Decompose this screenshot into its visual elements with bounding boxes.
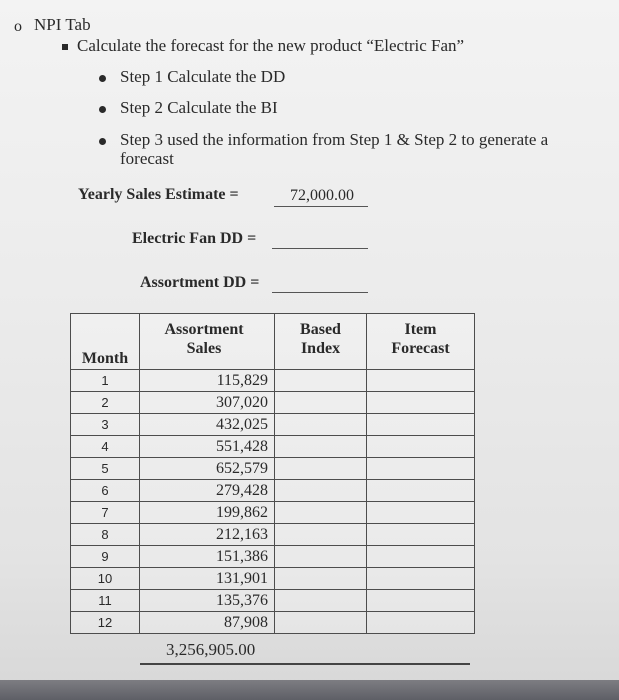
based-index-cell[interactable] [275,568,367,590]
sales-cell: 652,579 [140,458,275,480]
assortment-dd-blank [272,292,368,293]
electric-fan-dd-label: Electric Fan DD = [132,230,257,247]
table-row [71,392,475,414]
month-cell: 8 [71,524,140,546]
sales-cell: 212,163 [140,524,275,546]
item-forecast-cell[interactable] [367,370,475,392]
based-index-cell[interactable] [275,612,367,634]
item-forecast-cell[interactable] [367,458,475,480]
step-3-text-continued: forecast [120,149,174,168]
item-forecast-cell[interactable] [367,480,475,502]
item-forecast-cell[interactable] [367,414,475,436]
electric-fan-dd-blank [272,248,368,249]
table-row [71,524,475,546]
based-index-cell[interactable] [275,414,367,436]
month-cell: 7 [71,502,140,524]
bullet-dot-icon [99,106,106,113]
month-cell: 6 [71,480,140,502]
header-based-index [275,314,367,370]
forecast-table [70,313,475,634]
based-index-cell[interactable] [275,480,367,502]
based-index-cell[interactable] [275,502,367,524]
step-2-text: Step 2 Calculate the BI [120,98,278,117]
item-forecast-cell[interactable] [367,436,475,458]
sales-cell: 151,386 [140,546,275,568]
yearly-sales-label: Yearly Sales Estimate = [78,186,239,203]
assortment-dd-label: Assortment DD = [140,274,260,291]
sales-cell: 131,901 [140,568,275,590]
table-row [71,502,475,524]
header-forecast-line2: Forecast [391,340,450,357]
outline-marker-o: o [14,18,22,35]
sales-cell: 87,908 [140,612,275,634]
table-row [71,546,475,568]
sales-cell: 551,428 [140,436,275,458]
sales-cell: 115,829 [140,370,275,392]
header-month-text: Month [81,350,129,367]
bullet-dot-icon [99,138,106,145]
header-forecast-line1: Item [404,321,437,338]
total-underline [140,663,470,665]
yearly-sales-underline [274,206,368,207]
based-index-cell[interactable] [275,392,367,414]
sales-cell: 199,862 [140,502,275,524]
sales-cell: 279,428 [140,480,275,502]
square-bullet-icon [62,44,68,50]
item-forecast-cell[interactable] [367,612,475,634]
based-index-cell[interactable] [275,436,367,458]
table-row [71,612,475,634]
header-index-line1: Based [300,321,341,338]
section-title-npi-tab: NPI Tab [34,15,91,34]
month-cell: 5 [71,458,140,480]
step-3-text: Step 3 used the information from Step 1 & Step 2 to generate a [120,130,549,149]
sales-cell: 307,020 [140,392,275,414]
based-index-cell[interactable] [275,458,367,480]
step-1-text: Step 1 Calculate the DD [120,67,286,86]
table-row [71,414,475,436]
sales-total: 3,256,905.00 [166,640,256,659]
item-forecast-cell[interactable] [367,546,475,568]
based-index-cell[interactable] [275,590,367,612]
month-cell: 1 [71,370,140,392]
month-cell: 2 [71,392,140,414]
table-row [71,370,475,392]
based-index-cell[interactable] [275,546,367,568]
month-cell: 9 [71,546,140,568]
header-item-forecast [367,314,475,370]
bottom-dark-strip [0,680,619,700]
task-description: Calculate the forecast for the new product “Electric Fan” [77,36,465,55]
header-month [71,314,140,370]
sales-cell: 135,376 [140,590,275,612]
table-row [71,590,475,612]
header-sales-line2: Sales [186,340,222,357]
item-forecast-cell[interactable] [367,524,475,546]
based-index-cell[interactable] [275,370,367,392]
item-forecast-cell[interactable] [367,392,475,414]
month-cell: 4 [71,436,140,458]
table-row [71,436,475,458]
table-header-row [71,314,475,370]
based-index-cell[interactable] [275,524,367,546]
table-row [71,480,475,502]
item-forecast-cell[interactable] [367,568,475,590]
month-cell: 3 [71,414,140,436]
header-assortment-sales [140,314,275,370]
month-cell: 11 [71,590,140,612]
bullet-dot-icon [99,75,106,82]
yearly-sales-value: 72,000.00 [290,187,354,204]
month-cell: 12 [71,612,140,634]
header-index-line2: Index [300,340,341,357]
sales-cell: 432,025 [140,414,275,436]
item-forecast-cell[interactable] [367,590,475,612]
item-forecast-cell[interactable] [367,502,475,524]
header-sales-line1: Assortment [164,321,244,338]
month-cell: 10 [71,568,140,590]
table-row [71,568,475,590]
table-row [71,458,475,480]
